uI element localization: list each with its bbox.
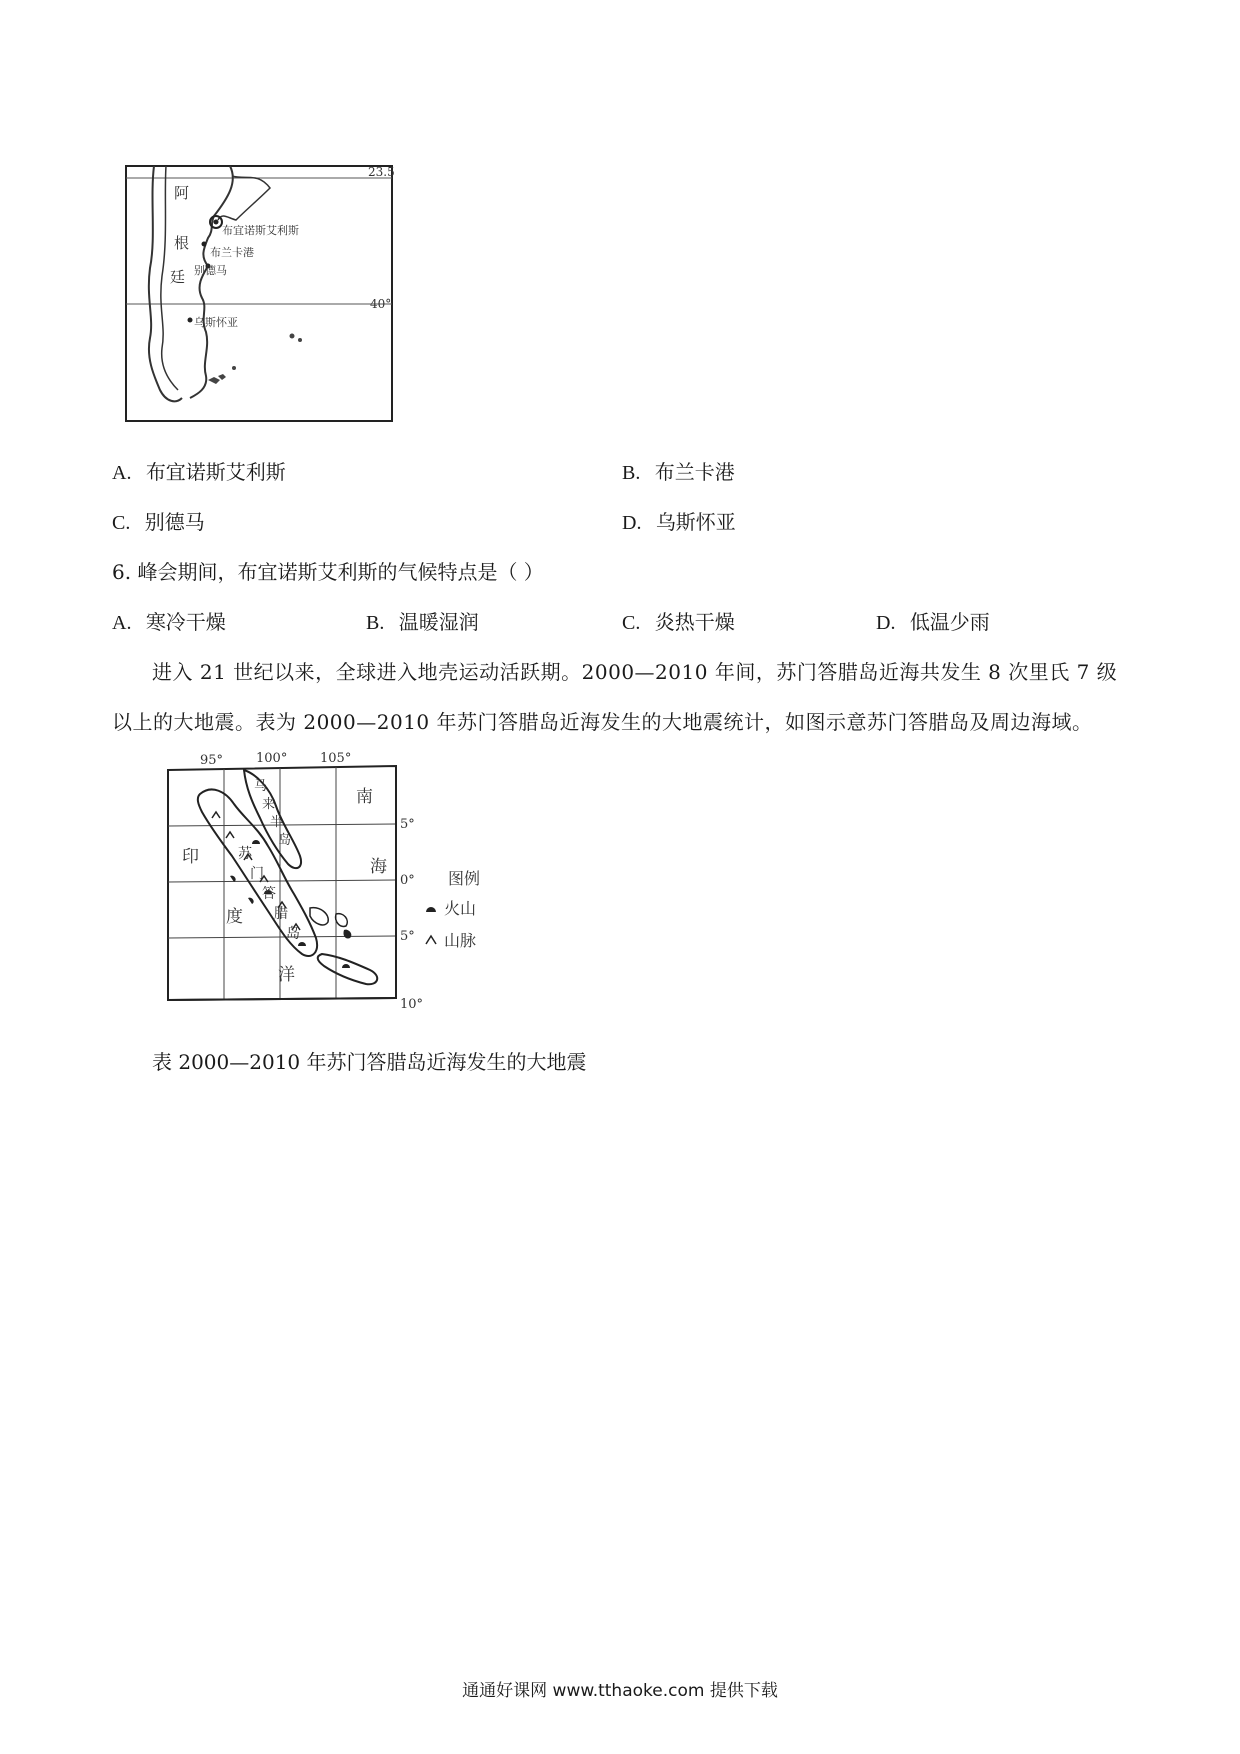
option-text: 低温少雨 (909, 610, 990, 634)
lat-label-23-5: 23.5 (368, 165, 395, 179)
option-letter: B. (366, 612, 385, 634)
place-label-buenos-aires: 布宜诺斯艾利斯 (222, 224, 299, 237)
lon-label-105: 105° (320, 751, 352, 766)
lat-label-5n: 5° (400, 817, 415, 832)
place-label-ushuaia: 乌斯怀亚 (194, 316, 238, 329)
q5-option-d (622, 508, 736, 537)
intro-line-2: 以上的大地震。表为 2000—2010 年苏门答腊岛近海发生的大地震统计，如图示意苏门答腊岛及周边海域。 (112, 710, 1093, 734)
option-text: 布宜诺斯艾利斯 (145, 460, 286, 484)
option-letter: A. (112, 612, 132, 634)
intro-line-1: 进入 21 世纪以来，全球进入地壳运动活跃期。2000—2010 年间，苏门答腊岛近海共发生 8 次里氏 7 级 (152, 660, 1118, 684)
sea-char-2: 海 (370, 857, 387, 877)
option-text: 寒冷干燥 (145, 610, 226, 634)
option-letter: C. (622, 612, 641, 634)
q6-option-c (622, 608, 735, 637)
peninsula-char-4: 岛 (278, 833, 292, 848)
country-char-1: 阿 (174, 184, 190, 202)
place-label-bahia-blanca: 布兰卡港 (210, 246, 254, 259)
lat-label-5s: 5° (400, 929, 415, 944)
sumatra-map (160, 748, 530, 1018)
island-char-4: 腊 (274, 906, 288, 922)
option-text: 别德马 (144, 510, 205, 534)
country-char-3: 廷 (170, 268, 186, 286)
island-char-2: 门 (250, 866, 264, 882)
option-letter: C. (112, 512, 131, 534)
volcano-legend-icon (426, 907, 436, 912)
ushuaia-marker (188, 318, 193, 323)
q6-stem: 6. 峰会期间，布宜诺斯艾利斯的气候特点是（ ） (112, 560, 544, 584)
option-letter: B. (622, 462, 641, 484)
map-legend (426, 869, 480, 950)
option-text: 温暖湿润 (398, 610, 479, 634)
option-text: 乌斯怀亚 (655, 510, 736, 534)
q6-option-b (366, 608, 479, 637)
peninsula-char-2: 来 (262, 797, 276, 812)
lon-label-100: 100° (256, 751, 288, 766)
ocean-char-3: 洋 (278, 965, 295, 985)
q6-option-d (876, 608, 990, 637)
option-letter: A. (112, 462, 132, 484)
lat-label-40: 40° (370, 297, 392, 311)
q6-option-a (112, 608, 226, 637)
island-char-3: 答 (262, 886, 276, 902)
sea-char-1: 南 (356, 787, 373, 807)
option-letter: D. (876, 612, 896, 634)
java-island (318, 954, 378, 984)
mountain-legend-icon (426, 936, 436, 944)
option-letter: D. (622, 512, 642, 534)
legend-volcano: 火山 (444, 899, 477, 918)
legend-title: 图例 (448, 869, 481, 888)
q5-option-b (622, 458, 735, 487)
island-char-1: 苏 (238, 846, 252, 862)
page-footer: 通通好课网 www.tthaoke.com 提供下载 (462, 1681, 778, 1701)
table-caption: 表 2000—2010 年苏门答腊岛近海发生的大地震 (152, 1050, 587, 1074)
lat-label-0: 0° (400, 873, 415, 888)
island-char-5: 岛 (286, 926, 300, 942)
bahia-blanca-marker (202, 242, 207, 247)
peninsula-char-1: 马 (254, 779, 268, 794)
argentina-map (110, 158, 430, 433)
lon-label-95: 95° (200, 753, 224, 768)
place-label-viedma: 别德马 (194, 264, 227, 277)
peninsula-char-3: 半 (270, 815, 284, 830)
argentina-east-coast (190, 166, 233, 398)
lat-label-10s: 10° (400, 997, 424, 1012)
q5-option-c (112, 508, 205, 537)
ocean-char-2: 度 (226, 907, 243, 927)
country-char-2: 根 (174, 234, 190, 252)
option-text: 布兰卡港 (654, 460, 735, 484)
legend-mountain: 山脉 (444, 931, 477, 950)
ocean-char-1: 印 (182, 847, 199, 867)
q5-option-a (112, 458, 286, 487)
option-text: 炎热干燥 (654, 610, 735, 634)
